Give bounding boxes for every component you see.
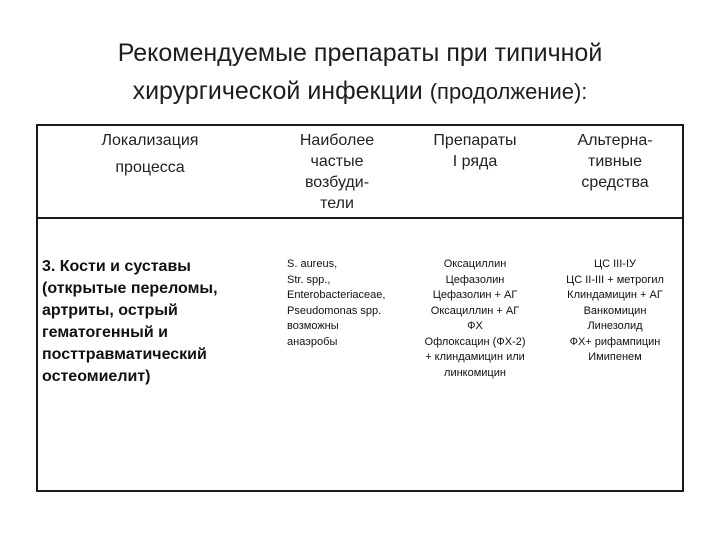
pathogen-line: Str. spp., — [287, 273, 331, 286]
first-line-drug: Цефазолин + АГ — [432, 289, 518, 301]
first-line-drug: ФХ — [467, 320, 483, 332]
pathogen-line: анаэробы — [287, 335, 338, 348]
alternative-drug: Имипенем — [588, 351, 642, 363]
header-alternatives-line: Альтерна- — [577, 132, 653, 149]
localization-line: (открытые переломы, — [42, 280, 218, 297]
alternative-drug: ЦС II-III + метрогил — [566, 273, 664, 286]
header-pathogens — [276, 130, 398, 214]
first-line-drug: Цефазолин — [445, 273, 505, 286]
title-line-2 — [20, 72, 700, 111]
cell-first-line — [408, 257, 542, 381]
localization-line: 3. Кости и суставы — [42, 258, 191, 275]
header-first-line-line: Препараты — [433, 132, 517, 149]
alternative-drug: Ванкомицин — [583, 304, 647, 317]
localization-line: артриты, острый — [42, 302, 178, 319]
first-line-drug: Оксациллин — [443, 258, 507, 270]
first-line-drug: линкомицин — [444, 366, 506, 379]
cell-alternatives — [548, 257, 682, 366]
header-alternatives-line: средства — [581, 174, 649, 191]
title-line-2-suffix: (продолжение): — [429, 79, 588, 104]
first-line-drug: + клиндамицин или — [425, 351, 525, 363]
header-localization-line: процесса — [115, 159, 185, 176]
alternative-drug: Линезолид — [587, 320, 643, 332]
header-pathogens-line: Наиболее — [299, 132, 375, 149]
pathogen-line: S. aureus, — [287, 258, 338, 270]
header-localization-line: Локализация — [101, 132, 199, 149]
pathogen-line: Pseudomonas spp. — [287, 304, 382, 317]
header-localization — [40, 130, 260, 178]
first-line-drug: Офлоксацин (ФХ-2) — [424, 335, 526, 348]
header-alternatives-line: тивные — [588, 153, 642, 170]
cell-pathogens — [287, 257, 409, 350]
header-first-line-line: I ряда — [452, 153, 498, 170]
header-pathogens-line: возбуди- — [304, 174, 370, 191]
header-pathogens-line: частые — [310, 153, 364, 170]
title-line-2-main: хирургической инфекции — [132, 77, 423, 105]
slide-title — [20, 34, 700, 111]
header-alternatives — [548, 130, 682, 193]
localization-line: остеомиелит) — [42, 368, 151, 385]
pathogen-line: возможны — [287, 320, 339, 332]
header-first-line — [408, 130, 542, 172]
first-line-drug: Оксациллин + АГ — [430, 304, 520, 317]
header-divider — [36, 217, 684, 219]
localization-line: посттравматический — [42, 346, 207, 363]
cell-localization — [42, 256, 272, 388]
alternative-drug: ФХ+ рифампицин — [569, 335, 661, 348]
alternative-drug: Клиндамицин + АГ — [567, 289, 663, 301]
title-line-1: Рекомендуемые препараты при типичной — [117, 39, 603, 67]
localization-line: гематогенный и — [42, 324, 168, 341]
header-pathogens-line: тели — [320, 195, 354, 212]
pathogen-line: Enterobacteriaceae, — [287, 289, 386, 301]
alternative-drug: ЦС III-IУ — [593, 258, 636, 270]
